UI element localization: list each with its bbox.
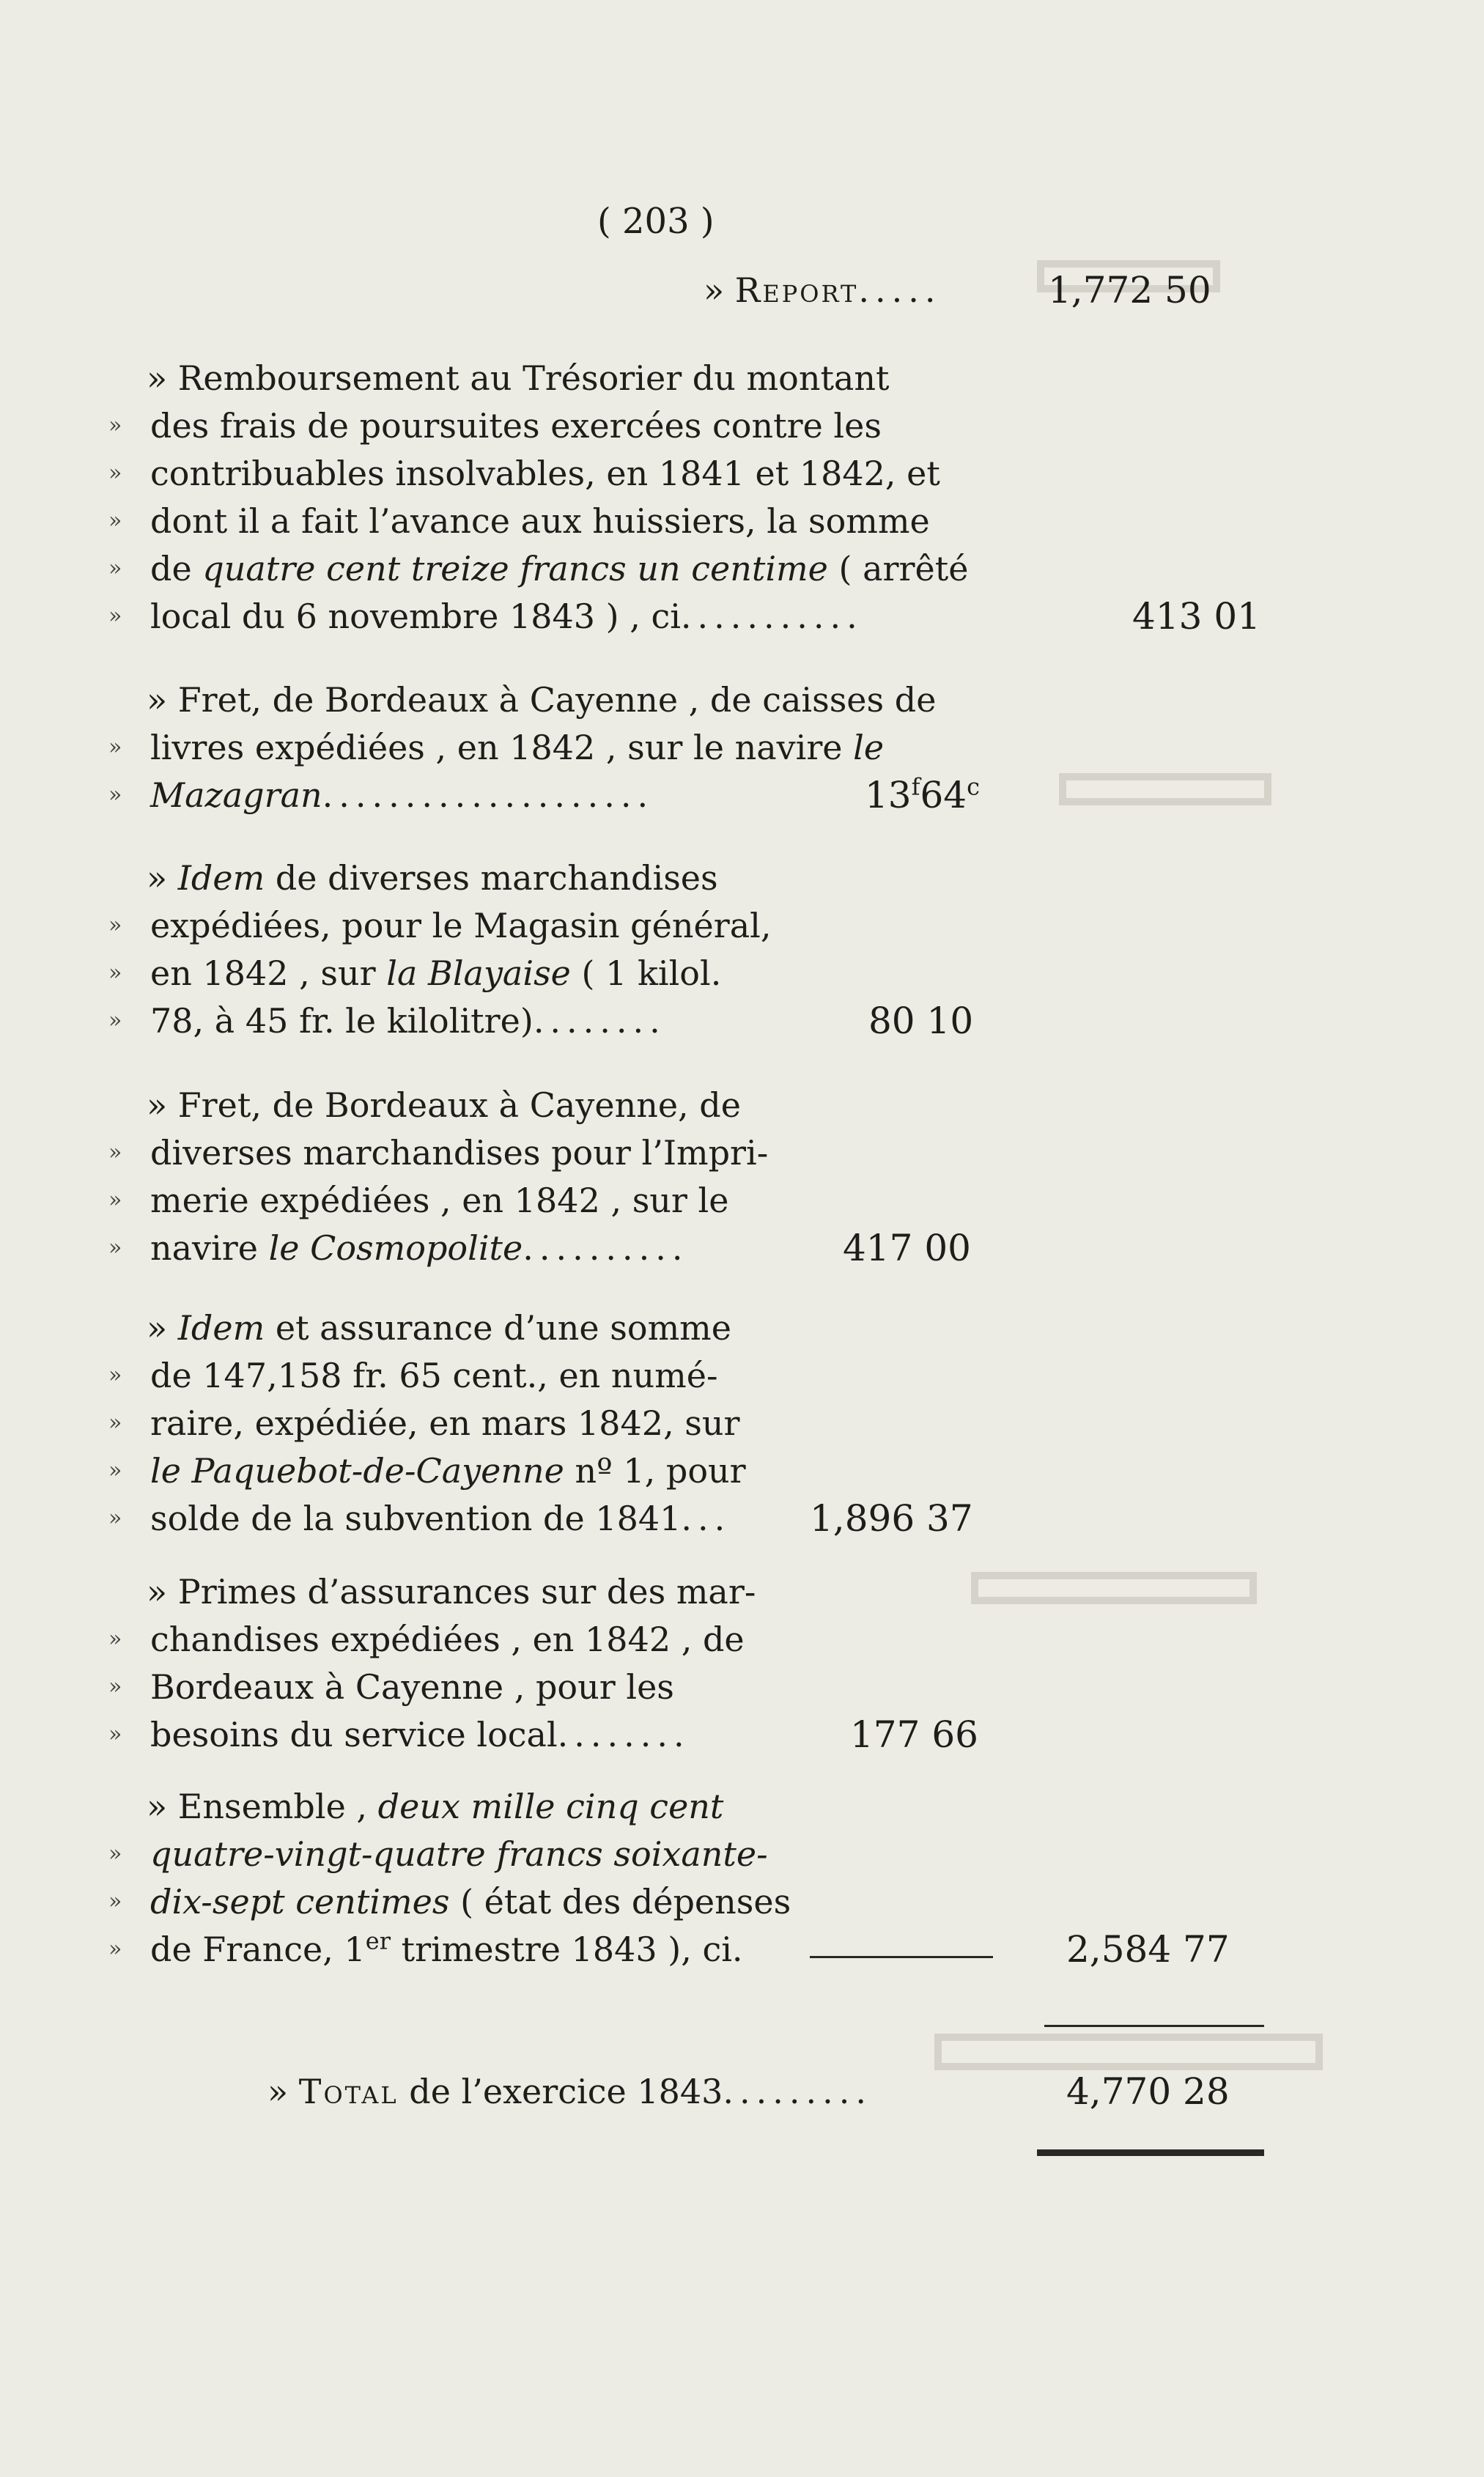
- entry-5-line-2: de 147,158 fr. 65 cent., en numé-: [150, 1356, 718, 1395]
- margin-quote: »: [108, 1721, 122, 1747]
- margin-quote: »: [108, 1505, 122, 1531]
- margin-quote: »: [108, 1008, 122, 1033]
- entry-5-line-4: le Paquebot-de-Cayenne nº 1, pour: [150, 1451, 746, 1491]
- entry-7-amount: 2,584 77: [1066, 1928, 1230, 1971]
- entry-4-subamount: 417 00: [843, 1227, 971, 1269]
- entry-1-line-5: de quatre cent treize francs un centime ( arrêté: [150, 549, 969, 588]
- margin-quote: »: [108, 1362, 122, 1388]
- entry-6-line-1: » Primes d’assurances sur des mar-: [147, 1572, 756, 1612]
- entry-2-line-3: Mazagran....................: [150, 775, 654, 815]
- entry-6-line-3: Bordeaux à Cayenne , pour les: [150, 1667, 674, 1707]
- entry-7-line-3: dix-sept centimes ( état des dépenses: [150, 1882, 791, 1922]
- margin-quote: »: [108, 782, 122, 808]
- entry-5-subamount: 1,896 37: [810, 1497, 973, 1540]
- margin-quote: »: [108, 603, 122, 629]
- entry-1-line-4: dont il a fait l’avance aux huissiers, la somme: [150, 501, 930, 541]
- margin-quote: »: [108, 413, 122, 438]
- margin-quote: »: [108, 960, 122, 986]
- entry-4-line-3: merie expédiées , en 1842 , sur le: [150, 1181, 729, 1220]
- entry-3-subamount: 80 10: [868, 1000, 974, 1042]
- report-amount: 1,772 50: [1048, 269, 1211, 311]
- page-number: ( 203 ): [597, 201, 715, 242]
- entry-7-line-1: » Ensemble , deux mille cinq cent: [147, 1787, 724, 1826]
- entry-1-line-6: local du 6 novembre 1843 ) , ci...........: [150, 597, 863, 636]
- margin-quote: »: [108, 1889, 122, 1914]
- entry-3-line-1: » Idem de diverses marchandises: [147, 858, 718, 898]
- report-label: » Report.....: [704, 270, 942, 310]
- margin-quote: »: [108, 1410, 122, 1436]
- margin-quote: »: [108, 912, 122, 938]
- margin-quote: »: [108, 460, 122, 486]
- total-label: » Total de l’exercice 1843.........: [267, 2072, 873, 2111]
- entry-4-line-2: diverses marchandises pour l’Impri-: [150, 1133, 769, 1173]
- total-double-rule: [1037, 2149, 1264, 2156]
- entry-1-line-3: contribuables insolvables, en 1841 et 1842, et: [150, 454, 940, 493]
- total-rule: [1044, 2025, 1264, 2027]
- entry-7-line-4: de France, 1er trimestre 1843 ), ci.: [150, 1927, 743, 1969]
- entry-2-line-1: » Fret, de Bordeaux à Cayenne , de caisses de: [147, 680, 937, 720]
- sum-dash-rule: [810, 1956, 993, 1958]
- margin-quote: »: [108, 1458, 122, 1483]
- margin-quote: »: [108, 1187, 122, 1213]
- margin-quote: »: [108, 734, 122, 760]
- margin-quote: »: [108, 1841, 122, 1867]
- entry-6-subamount: 177 66: [850, 1713, 978, 1756]
- margin-quote: »: [108, 1140, 122, 1165]
- margin-quote: »: [108, 555, 122, 581]
- entry-2-line-2: livres expédiées , en 1842 , sur le navire le: [150, 728, 885, 767]
- entry-4-line-4: navire le Cosmopolite..........: [150, 1228, 689, 1268]
- entry-6-line-2: chandises expédiées , en 1842 , de: [150, 1620, 745, 1659]
- entry-1-line-1: » Remboursement au Trésorier du montant: [147, 358, 890, 398]
- entry-4-line-1: » Fret, de Bordeaux à Cayenne, de: [147, 1085, 741, 1125]
- entry-5-line-1: » Idem et assurance d’une somme: [147, 1308, 732, 1348]
- entry-3-line-2: expédiées, pour le Magasin général,: [150, 906, 772, 945]
- margin-quote: »: [108, 1626, 122, 1652]
- entry-3-line-3: en 1842 , sur la Blayaise ( 1 kilol.: [150, 953, 722, 993]
- margin-quote: »: [108, 508, 122, 534]
- entry-1-line-2: des frais de poursuites exercées contre les: [150, 406, 882, 446]
- entry-7-line-2: quatre-vingt-quatre francs soixante-: [150, 1834, 768, 1874]
- entry-5-line-5: solde de la subvention de 1841...: [150, 1499, 731, 1538]
- entry-1-amount: 413 01: [1132, 595, 1260, 638]
- total-amount: 4,770 28: [1066, 2070, 1230, 2113]
- entry-5-line-3: raire, expédiée, en mars 1842, sur: [150, 1403, 740, 1443]
- margin-quote: »: [108, 1674, 122, 1699]
- entry-2-subamount: 13$^f$64$^c$: [865, 772, 981, 816]
- margin-quote: »: [108, 1235, 122, 1260]
- margin-quote: »: [108, 1936, 122, 1962]
- entry-3-line-4: 78, à 45 fr. le kilolitre)........: [150, 1001, 666, 1041]
- entry-6-line-4: besoins du service local........: [150, 1715, 690, 1754]
